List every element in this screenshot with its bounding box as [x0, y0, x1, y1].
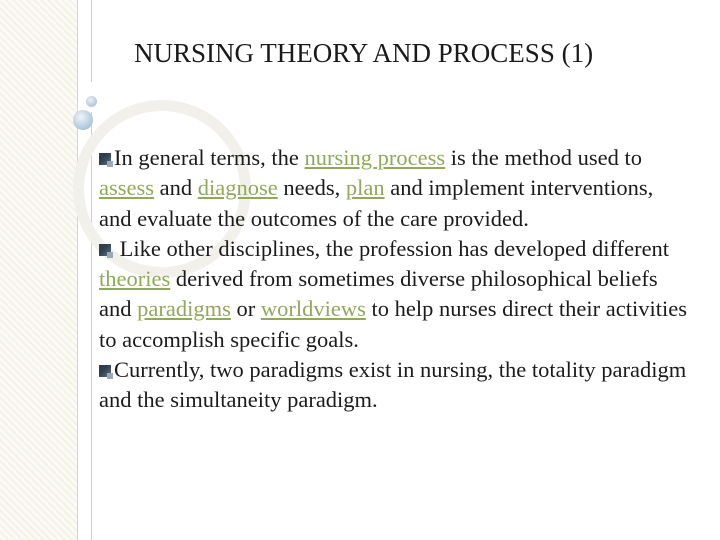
link-worldviews[interactable]: worldviews [260, 296, 366, 322]
slide-body [99, 143, 689, 416]
bullet-paragraph [99, 355, 689, 416]
decorative-circle-small [86, 96, 97, 107]
bullet-paragraph [99, 143, 689, 234]
link-paradigms[interactable]: paradigms [137, 296, 231, 322]
link-nursing-process[interactable]: nursing process [304, 145, 446, 170]
decorative-circle-large [73, 110, 93, 130]
text-run: Currently, two paradigms exist in nursing, the totality paradigm and the simultaneity paradigm. [99, 357, 687, 413]
link-assess[interactable]: assess [99, 175, 154, 201]
square-bullet-icon [99, 365, 111, 377]
link-plan[interactable]: plan [345, 175, 385, 201]
text-run: to help nurses direct their activities to accomplish specific goals. [99, 296, 688, 352]
text-run: and [154, 175, 198, 201]
text-run: derived from sometimes diverse philosophical beliefs and [99, 266, 658, 322]
link-theories[interactable]: theories [99, 266, 171, 292]
decorative-line [91, 0, 92, 82]
square-bullet-icon [99, 244, 111, 256]
text-run: needs, [277, 175, 346, 201]
text-run: In general terms, the [114, 145, 305, 170]
text-run: or [230, 296, 261, 322]
square-bullet-icon [99, 153, 111, 165]
link-diagnose[interactable]: diagnose [197, 175, 278, 201]
decorative-line [77, 0, 78, 540]
slide-title: NURSING THEORY AND PROCESS (1) [134, 38, 594, 68]
decorative-side-band [0, 0, 78, 540]
text-run: is the method used to [445, 145, 643, 170]
text-run: and implement interventions, and evaluate the outcomes of the care provided. [99, 175, 654, 231]
bullet-paragraph [99, 234, 689, 355]
text-run: Like other disciplines, the profession has developed different [114, 235, 670, 261]
